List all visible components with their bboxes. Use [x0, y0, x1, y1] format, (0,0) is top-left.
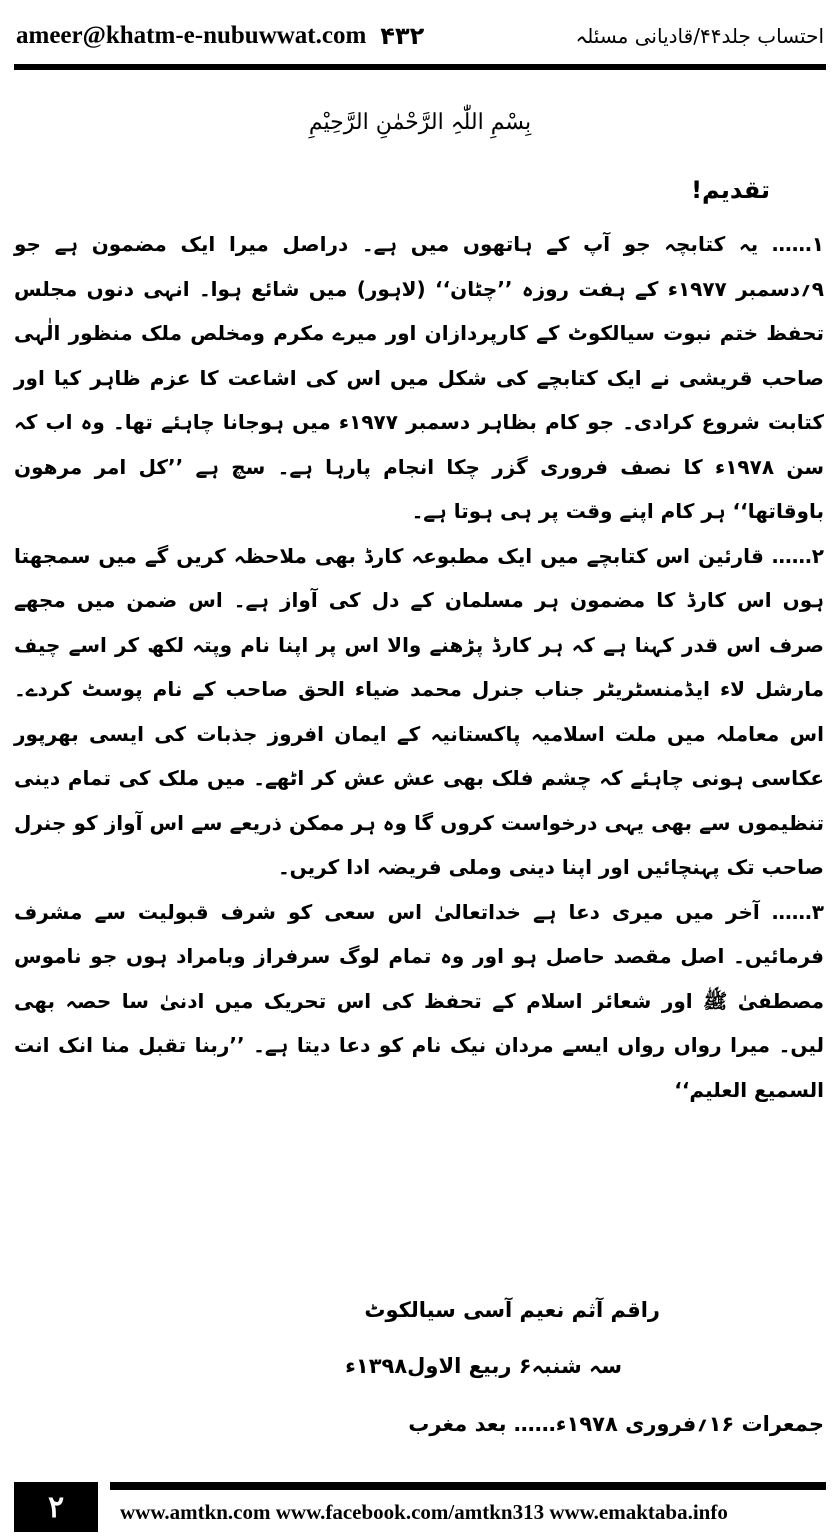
footer-page-box: ۲ — [14, 1482, 98, 1532]
section-heading: تقدیم! — [691, 176, 770, 204]
signature-hijri-date: سہ شنبہ۶ ربیع الاول۱۳۹۸ء — [345, 1354, 622, 1378]
paragraph-1: ۱…… یہ کتابچہ جو آپ کے ہاتھوں میں ہے۔ دراصل میرا ایک مضمون ہے جو ۹؍دسمبر ۱۹۷۷ء کے ہفت روزہ ’’چٹان‘‘ (لاہور) میں شائع ہوا۔ انہی دنوں مجلس تحفظ ختم نبوت سیالکوٹ کے کارپردازان اور میرے مکرم ومخلص ملک منظور الٰہی صاحب قریشی نے ایک کتابچے کی شکل میں اس کی اشاعت کا عزم ظاہر کیا اور کتابت شروع کرادی۔ جو کام بظاہر دسمبر ۱۹۷۷ء میں ہوجانا چاہئے تھا۔ وہ اب کہ سن ۱۹۷۸ء کا نصف فروری گزر چکا انجام پارہا ہے۔ سچ ہے ’’کل امر مرھون باوقاتھا‘‘ ہر کام اپنے وقت پر ہی ہوتا ہے۔ — [14, 232, 824, 523]
paragraph-3: ۳…… آخر میں میری دعا ہے خداتعالیٰ اس سعی کو شرف قبولیت سے مشرف فرمائیں۔ اصل مقصد حاصل ہو اور وہ تمام لوگ سرفراز وبامراد ہوں جو ناموس مصطفیٰ ﷺ اور شعائر اسلام کے تحفظ کی اس تحریک میں ادنیٰ سا حصہ بھی لیں۔ میرا رواں رواں ایسے مردان نیک نام کو دعا دیتا ہے۔ ’’ربنا تقبل منا انک انت السمیع العلیم‘‘ — [14, 899, 824, 1102]
bismillah: بِسْمِ اللّٰہِ الرَّحْمٰنِ الرَّحِیْمِ — [308, 110, 532, 135]
header-book-title: احتساب جلد۴۴/قادیانی مسئلہ — [575, 24, 824, 48]
body-text — [14, 222, 824, 1112]
footer-rule — [110, 1482, 826, 1490]
signature-author: راقم آثم نعیم آسی سیالکوٹ — [364, 1298, 660, 1322]
header-rule — [14, 64, 826, 70]
header-email: ameer@khatm-e-nubuwwat.com — [16, 22, 367, 49]
paragraph-2: ۲…… قارئین اس کتابچے میں ایک مطبوعہ کارڈ بھی ملاحظہ کریں گے میں سمجھتا ہوں اس کارڈ کا مضمون ہر مسلمان کے دل کی آواز ہے۔ اس ضمن میں مجھے صرف اس قدر کہنا ہے کہ ہر کارڈ پڑھنے والا اس پر اپنا نام وپتہ لکھ کر اسے چیف مارشل لاء ایڈمنسٹریٹر جناب جنرل محمد ضیاء الحق صاحب کے نام پوسٹ کردے۔ اس معاملہ میں ملت اسلامیہ پاکستانیہ کے ایمان افروز جذبات کی ایسی بھرپور عکاسی ہونی چاہئے کہ چشم فلک بھی عش عش کر اٹھے۔ میں ملک کی تمام دینی تنظیموں سے بھی یہی درخواست کروں گا وہ ہر ممکن ذریعے سے اس آواز کو جنرل صاحب تک پہنچائیں اور اپنا دینی وملی فریضہ ادا کریں۔ — [14, 543, 824, 879]
page-header — [16, 14, 824, 58]
header-page-number: ۴۳۲ — [380, 22, 425, 50]
page-footer — [14, 1482, 826, 1532]
header-left — [16, 22, 424, 50]
signature-gregorian-date: جمعرات ۱۶؍فروری ۱۹۷۸ء…… بعد مغرب — [408, 1412, 824, 1436]
footer-links: www.amtkn.com www.facebook.com/amtkn313 www.emaktaba.info — [120, 1500, 728, 1524]
